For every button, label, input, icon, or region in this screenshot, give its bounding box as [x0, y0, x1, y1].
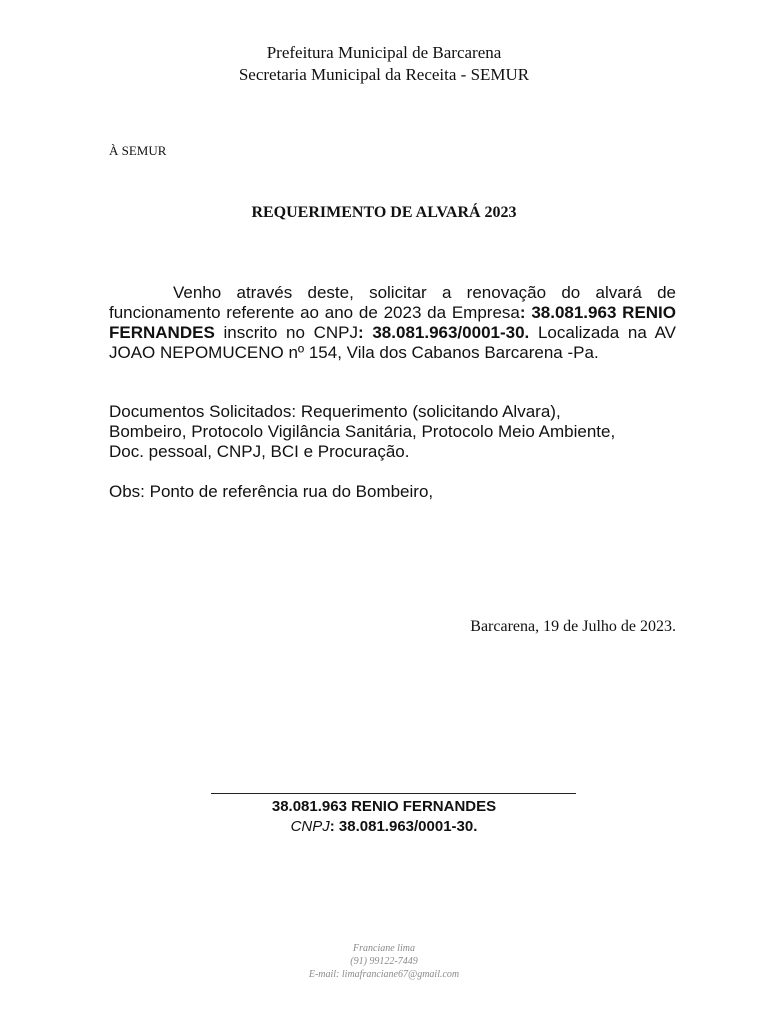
date-line: Barcarena, 19 de Julho de 2023. [470, 618, 676, 635]
footer-phone: (91) 99122-7449 [350, 956, 418, 967]
request-paragraph [109, 283, 676, 363]
signature-cnpj-value: : 38.081.963/0001-30. [329, 818, 478, 835]
document-title: REQUERIMENTO DE ALVARÁ 2023 [251, 204, 517, 221]
company-name: 38.081.963 RENIO FERNANDES [109, 303, 677, 342]
recipient-line: À SEMUR [109, 143, 167, 158]
footer-contact [0, 942, 768, 981]
footer-email: E-mail: limafranciane67@gmail.com [308, 969, 460, 980]
cnpj-colon: : [358, 323, 364, 342]
footer-name: Franciane lima [353, 943, 415, 954]
company-address: Localizada na AV JOAO NEPOMUCENO nº 154, Vila dos Cabanos Barcarena -Pa. [109, 323, 676, 362]
request-text-intro: Venho através deste, solicitar a renovação do alvará de funcionamento referente ao ano de 2023 da Empresa [109, 283, 676, 322]
request-colon: : [519, 303, 526, 322]
signature-name: 38.081.963 RENIO FERNANDES [271, 798, 497, 815]
signature-cnpj-label: CNPJ [290, 818, 330, 835]
documents-line-2: Bombeiro, Protocolo Vigilância Sanitária, Protocolo Meio Ambiente, [109, 422, 616, 441]
letterhead-municipality: Prefeitura Municipal de Barcarena [266, 43, 502, 62]
letterhead-department: Secretaria Municipal da Receita - SEMUR [238, 65, 530, 84]
signature-cnpj [0, 817, 768, 836]
documents-paragraph [109, 402, 676, 462]
request-text-cnpj-label: inscrito no CNPJ [214, 323, 358, 342]
letterhead [0, 42, 768, 86]
documents-line-3: Doc. pessoal, CNPJ, BCI e Procuração. [109, 442, 410, 461]
company-cnpj: 38.081.963/0001-30. [363, 323, 530, 342]
observation-paragraph: Obs: Ponto de referência rua do Bombeiro, [109, 482, 434, 501]
documents-line-1: Documentos Solicitados: Requerimento (solicitando Alvara), [109, 402, 561, 421]
signature-line [211, 793, 576, 794]
